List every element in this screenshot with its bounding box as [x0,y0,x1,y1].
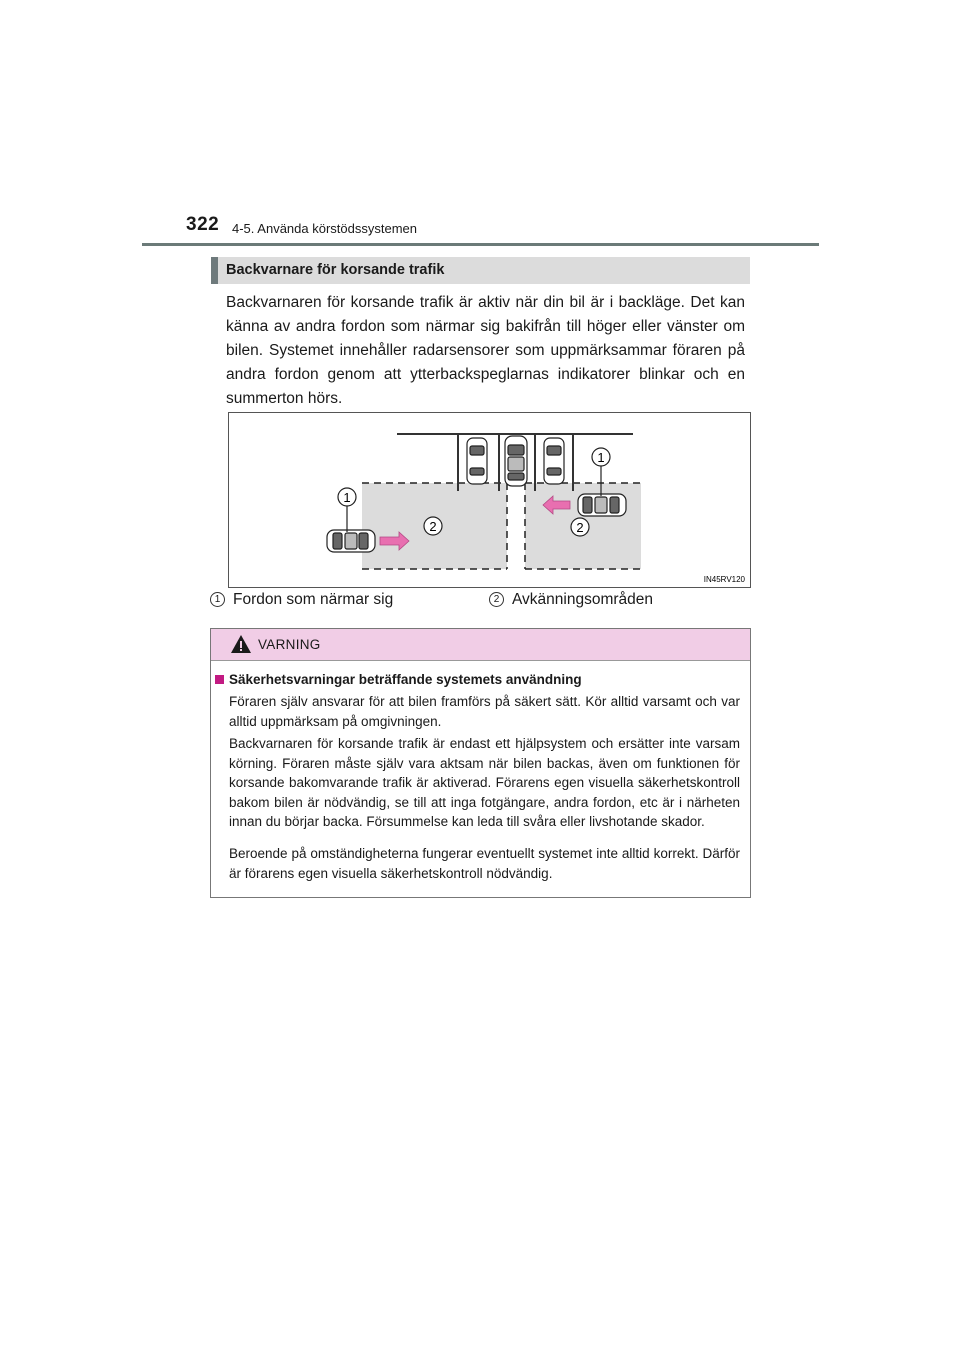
chapter-title: 4-5. Använda körstödssystemen [232,221,417,236]
approaching-car-right [578,494,626,516]
section-title: Backvarnare för korsande trafik [226,262,445,278]
warning-box [210,628,751,898]
page-number: 322 [186,214,220,235]
warning-triangle-icon [230,634,252,654]
approaching-car-left [327,530,375,552]
section-header [211,257,750,284]
caption-number-1: 1 [210,592,225,607]
figure-code: IN45RV120 [703,575,745,584]
caption-number-2: 2 [489,592,504,607]
warning-paragraph-1: Föraren själv ansvarar för att bilen framförs på säkert sätt. Kör alltid varsamt och var alltid uppmärksam på omgivningen. [229,694,740,729]
caption-detection-areas [489,591,653,609]
caption-approaching-vehicle [210,591,393,609]
warning-label: VARNING [258,637,321,652]
section-accent [211,257,218,284]
warning-header [211,629,750,661]
warning-heading [215,672,582,687]
parked-car-right [544,438,564,484]
parked-car-left [467,438,487,484]
callout-2-left-label: 2 [429,519,437,534]
intro-paragraph: Backvarnaren för korsande trafik är aktiv när din bil är i backläge. Det kan känna av andra fordon som närmar sig bakifrån till höger eller vänster om bilen. Systemet innehåller radarsensorer som uppmärksammar föraren på andra fordon genom att ytterbackspeglarnas indikatorer blinkar och en summerton hörs. [226,294,745,407]
bullet-square-icon [215,675,224,684]
callout-2-right-label: 2 [576,520,584,535]
caption-text-2: Avkänningsområden [512,591,654,608]
callout-1-right-label: 1 [597,450,605,465]
callout-1-left-label: 1 [343,490,351,505]
warning-paragraph-3: Beroende på omständigheterna fungerar eventuellt systemet inte alltid korrekt. Därför är förarens egen visuella säkerhetskontroll nödvändig. [229,846,740,881]
caption-text-1: Fordon som närmar sig [233,591,394,608]
header-divider [142,243,819,246]
warning-heading-text: Säkerhetsvarningar beträffande systemets användning [229,672,582,687]
rcta-illustration [228,412,751,588]
warning-paragraph-2: Backvarnaren för korsande trafik är endast ett hjälpsystem och ersätter inte varsam körning. Föraren måste själv vara aktsam när bilen backas, även om funktionen för korsande bakomvarande trafik är aktiverad. Förarens egen visuella säkerhetskontroll bakom bilen är nödvändig, se till att inga fotgängare, andra fordon, etc är i närheten innan du börjar backa. Försummelse kan leda till svåra eller livshotande skador. [229,736,740,829]
own-car [505,436,527,486]
